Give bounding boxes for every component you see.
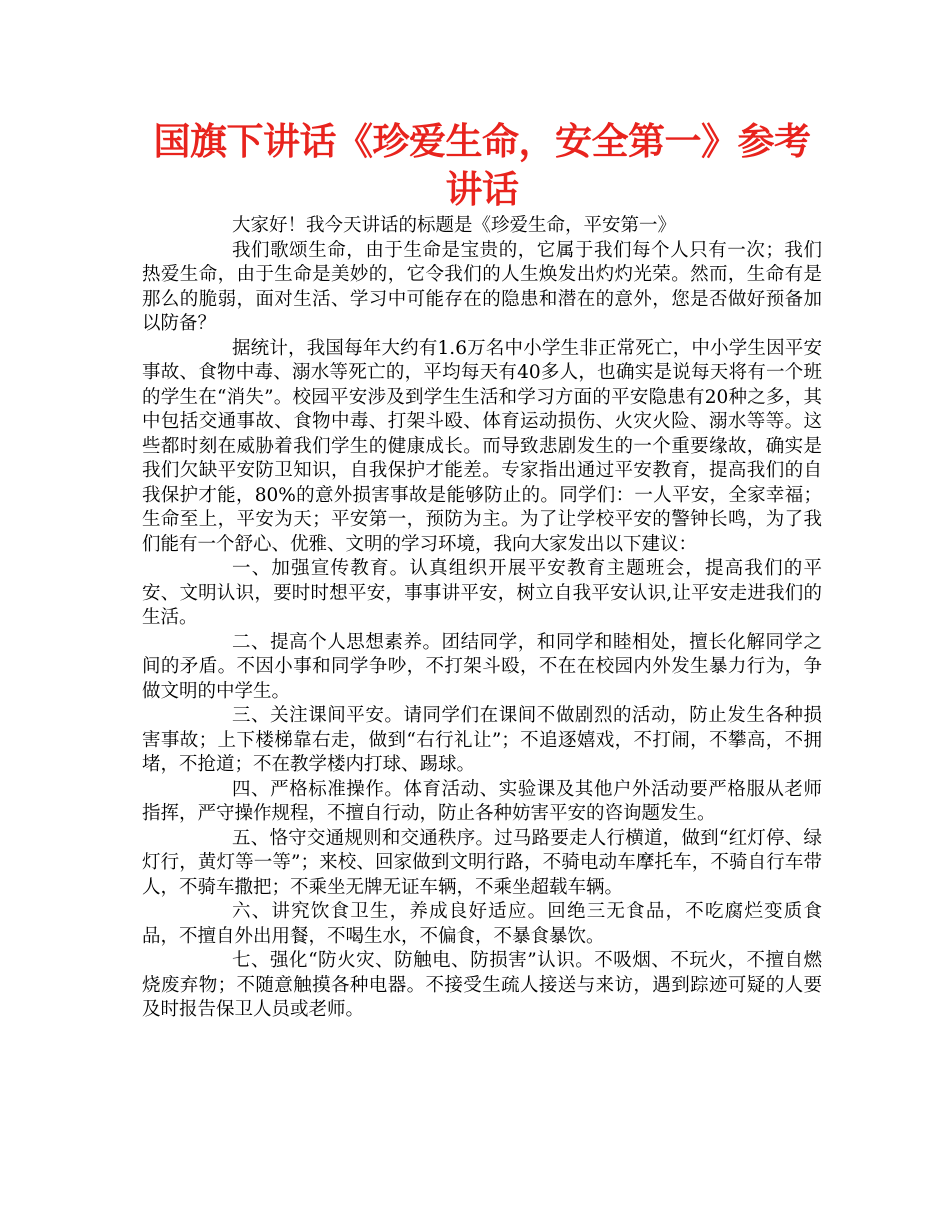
paragraph-greeting: 大家好！我今天讲话的标题是《珍爱生命，平安第一》 xyxy=(232,215,677,236)
paragraph-suggestion-7: 七、强化“防火灾、防触电、防损害”认识。不吸烟、不玩火，不擅自燃烧废弃物；不随意触摸各种电器。不接受生疏人接送与来访，遇到踪迹可疑的人要及时报告保卫人员或老师。 xyxy=(142,950,822,1020)
document-page xyxy=(142,118,822,1023)
paragraph-suggestion-4: 四、严格标准操作。体育活动、实验课及其他户外活动要严格服从老师指挥，严守操作规程，不擅自行动，防止各种妨害平安的咨询题发生。 xyxy=(142,778,822,824)
title-line-2: 讲话 xyxy=(445,168,519,211)
paragraph-statistics: 据统计，我国每年大约有1.6万名中小学生非正常死亡，中小学生因平安事故、食物中毒、溺水等死亡的，平均每天有40多人，也确实是说每天将有一个班的学生在“消失”。校园平安涉及到学生生活和学习方面的平安隐患有20种之多，其中包括交通事故、食物中毒、打架斗殴、体育运动损伤、火灾火险、溺水等等。这些都时刻在威胁着我们学生的健康成长。而导致悲剧发生的一个重要缘故，确实是我们欠缺平安防卫知识，自我保护才能差。专家指出通过平安教育，提高我们的自我保护才能，80%的意外损害事故是能够防止的。同学们：一人平安，全家幸福；生命至上，平安为天；平安第一，预防为主。为了让学校平安的警钟长鸣，为了我们能有一个舒心、优雅、文明的学习环境，我向大家发出以下建议： xyxy=(142,337,822,555)
paragraph-suggestion-3: 三、关注课间平安。请同学们在课间不做剧烈的活动，防止发生各种损害事故；上下楼梯靠右走，做到“右行礼让”；不追逐嬉戏，不打闹，不攀高，不拥堵，不抢道；不在教学楼内打球、踢球。 xyxy=(142,705,822,775)
paragraph-suggestion-1: 一、加强宣传教育。认真组织开展平安教育主题班会，提高我们的平安、文明认识，要时时想平安，事事讲平安，树立自我平安认识,让平安走进我们的生活。 xyxy=(142,558,822,628)
paragraph-suggestion-2: 二、提高个人思想素养。团结同学，和同学和睦相处，擅长化解同学之间的矛盾。不因小事和同学争吵，不打架斗殴，不在在校园内外发生暴力行为，争做文明的中学生。 xyxy=(142,631,822,702)
paragraph-suggestion-6: 六、讲究饮食卫生，养成良好适应。回绝三无食品，不吃腐烂变质食品，不擅自外出用餐，不喝生水，不偏食，不暴食暴饮。 xyxy=(142,901,822,947)
paragraph-suggestion-5: 五、恪守交通规则和交通秩序。过马路要走人行横道，做到“红灯停、绿灯行，黄灯等一等”；来校、回家做到文明行路，不骑电动车摩托车，不骑自行车带人，不骑车撒把；不乘坐无牌无证车辆，不乘坐超载车辆。 xyxy=(142,827,822,898)
page-title xyxy=(142,118,822,214)
paragraph-intro: 我们歌颂生命，由于生命是宝贵的，它属于我们每个人只有一次；我们热爱生命，由于生命是美妙的，它令我们的人生焕发出灼灼光荣。然而，生命有是那么的脆弱，面对生活、学习中可能存在的隐患和潜在的意外，您是否做好预备加以防备？ xyxy=(142,239,822,334)
document-body xyxy=(142,214,822,1023)
title-line-1: 国旗下讲话《珍爱生命，安全第一》参考 xyxy=(153,120,811,163)
